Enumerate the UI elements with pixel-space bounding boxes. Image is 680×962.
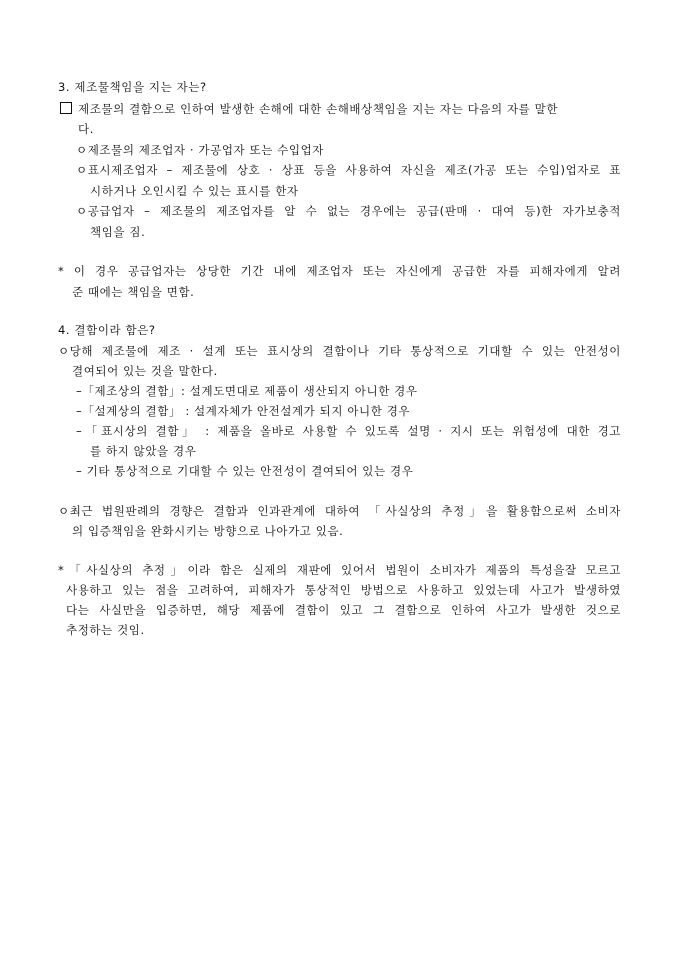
court-trend-line-1: ㅇ최근 법원판례의 경향은 결함과 인과관계에 대하여 「사실상의 추정」을 활용함으로써 소비자 — [58, 504, 621, 518]
other-defect-item: – 기타 통상적으로 기대할 수 있는 안전성이 결여되어 있는 경우 — [76, 464, 414, 478]
supplier-note-line-2: 준 때에는 책임을 면함. — [72, 285, 195, 299]
labeling-defect-item-line-1: –「표시상의 결함」 : 제품을 올바로 사용할 수 있도록 설명 · 지시 또는 위험성에 대한 경고 — [76, 424, 621, 438]
presumption-note-line-1: *「사실상의 추정」이라 함은 실제의 재판에 있어서 법원이 소비자가 제품의 특성을잘 모르고 — [58, 563, 621, 577]
defect-intro-line-2: 결여되어 있는 것을 말한다. — [72, 364, 218, 378]
section-3-heading: 3. 제조물책임을 지는 자는? — [58, 80, 207, 94]
box-paragraph-text-1: 제조물의 결함으로 인하여 발생한 손해에 대한 손해배상책임을 지는 자는 다음의 자를 말한 — [78, 102, 559, 116]
court-trend-line-2: 의 입증책임을 완화시키는 방향으로 나아가고 있음. — [72, 524, 344, 538]
supplier-note-line-1: * 이 경우 공급업자는 상당한 기간 내에 제조업자 또는 자신에게 공급한 자를 피해자에게 알려 — [58, 264, 621, 278]
labeler-item-line-1: ㅇ표시제조업자 – 제조물에 상호 · 상표 등을 사용하여 자신을 제조(가공 또는 수입)업자로 표 — [76, 163, 621, 177]
section-4-heading: 4. 결함이라 함은? — [58, 323, 156, 337]
presumption-note-line-4: 추정하는 것임. — [66, 623, 145, 637]
box-paragraph-line-2: 다. — [78, 122, 94, 136]
presumption-note-line-3: 다는 사실만을 입증하면, 해당 제품에 결함이 있고 그 결함으로 인하여 사고가 발생한 것으로 — [66, 603, 621, 617]
manufacturer-item: ㅇ제조물의 제조업자 · 가공업자 또는 수입업자 — [76, 143, 325, 157]
design-defect-item: –「설계상의 결함」 : 설계자체가 안전설계가 되지 아니한 경우 — [76, 404, 411, 418]
defect-intro-line-1: ㅇ당해 제조물에 제조 · 설계 또는 표시상의 결함이나 기타 통상적으로 기대할 수 있는 안전성이 — [58, 344, 621, 358]
supplier-item-line-2: 책임을 짐. — [90, 225, 146, 239]
labeler-item-line-2: 시하거나 오인시킬 수 있는 표시를 한자 — [90, 184, 299, 198]
box-paragraph-line-1 — [60, 101, 620, 117]
manufacturing-defect-item: –「제조상의 결함」: 설계도면대로 제품이 생산되지 아니한 경우 — [76, 384, 418, 398]
labeling-defect-item-line-2: 를 하지 않았을 경우 — [90, 444, 197, 458]
checkbox-square-icon — [60, 102, 72, 114]
presumption-note-line-2: 사용하고 있는 점을 고려하여, 피해자가 통상적인 방법으로 사용하고 있었는데 사고가 발생하였 — [66, 583, 621, 597]
supplier-item-line-1: ㅇ공급업자 – 제조물의 제조업자를 알 수 없는 경우에는 공급(판매 · 대여 등)한 자가보충적 — [76, 204, 621, 218]
